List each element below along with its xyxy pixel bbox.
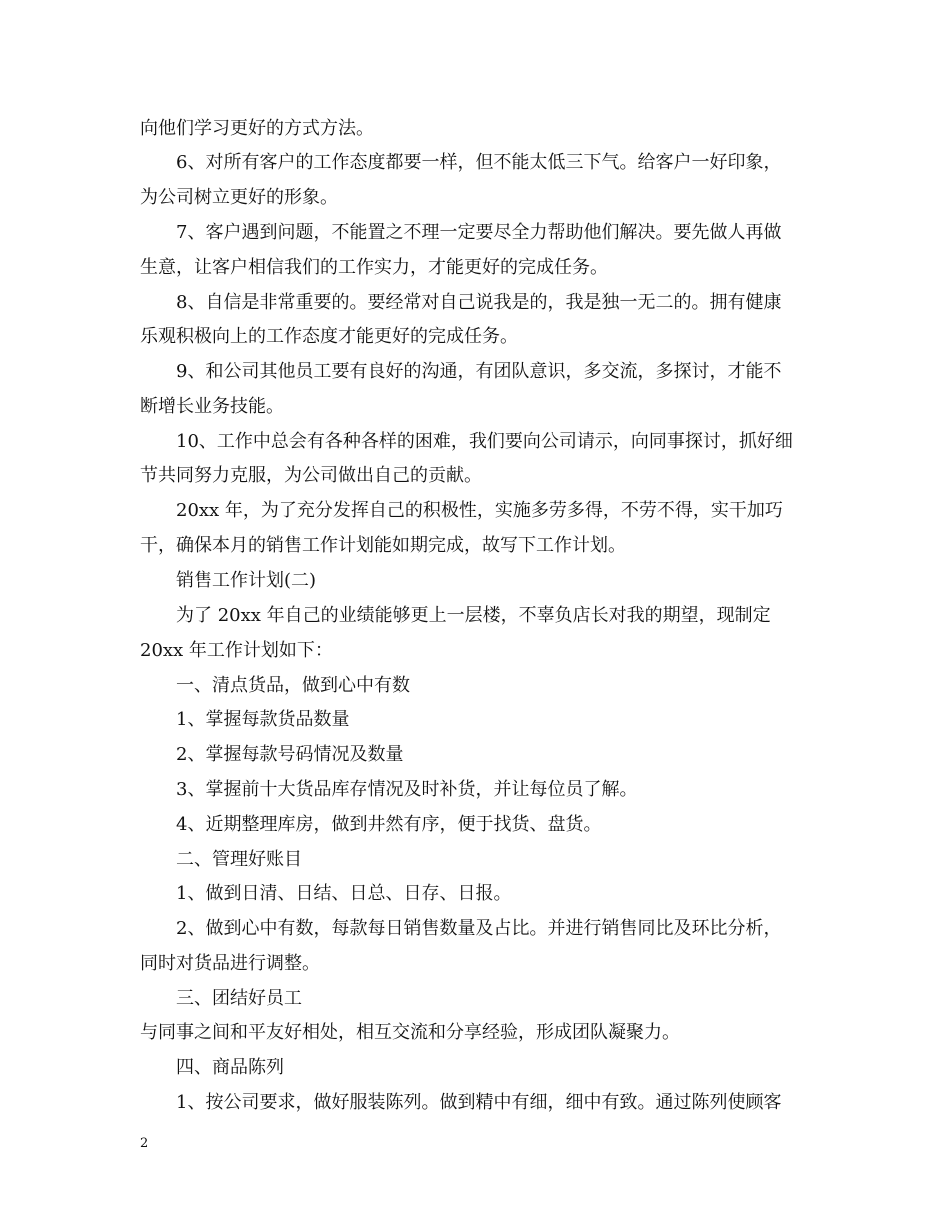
page-number: 2 <box>140 1136 149 1151</box>
section-heading: 一、清点货品，做到心中有数 <box>176 675 410 696</box>
text-line: 6、对所有客户的工作态度都要一样，但不能太低三下气。给客户一好印象， <box>176 152 782 173</box>
text-line: 乐观积极向上的工作态度才能更好的完成任务。 <box>140 326 518 347</box>
text-line: 干，确保本月的销售工作计划能如期完成，故写下工作计划。 <box>140 535 626 556</box>
text-line: 20xx 年，为了充分发挥自己的积极性，实施多劳多得，不劳不得，实干加巧 <box>176 500 783 521</box>
text-line: 节共同努力克服，为公司做出自己的贡献。 <box>140 465 482 486</box>
text-line: 9、和公司其他员工要有良好的沟通，有团队意识，多交流，多探讨，才能不 <box>176 361 782 382</box>
text-line: 1、按公司要求，做好服装陈列。做到精中有细，细中有致。通过陈列使顾客 <box>176 1092 782 1113</box>
text-line: 1、做到日清、日结、日总、日存、日报。 <box>176 883 512 904</box>
section-title: 销售工作计划(二) <box>176 570 317 591</box>
section-heading: 四、商品陈列 <box>176 1057 284 1078</box>
text-line: 同时对货品进行调整。 <box>140 953 320 974</box>
text-line: 7、客户遇到问题，不能置之不理一定要尽全力帮助他们解决。要先做人再做 <box>176 222 782 243</box>
text-line: 与同事之间和平友好相处，相互交流和分享经验，形成团队凝聚力。 <box>140 1022 680 1043</box>
text-line: 20xx 年工作计划如下： <box>140 640 333 661</box>
section-heading: 二、管理好账目 <box>176 849 302 870</box>
section-heading: 三、团结好员工 <box>176 988 302 1009</box>
text-line: 为了 20xx 年自己的业绩能够更上一层楼，不辜负店长对我的期望，现制定 <box>176 605 771 626</box>
text-line: 4、近期整理库房，做到井然有序，便于找货、盘货。 <box>176 814 602 835</box>
text-line: 2、掌握每款号码情况及数量 <box>176 744 404 765</box>
text-line: 断增长业务技能。 <box>140 396 284 417</box>
text-line: 2、做到心中有数，每款每日销售数量及占比。并进行销售同比及环比分析， <box>176 918 782 939</box>
text-line: 为公司树立更好的形象。 <box>140 187 338 208</box>
text-line: 10、工作中总会有各种各样的困难，我们要向公司请示，向同事探讨，抓好细 <box>176 431 793 452</box>
text-line: 8、自信是非常重要的。要经常对自己说我是的，我是独一无二的。拥有健康 <box>176 292 782 313</box>
text-line: 生意，让客户相信我们的工作实力，才能更好的完成任务。 <box>140 257 608 278</box>
text-line: 1、掌握每款货品数量 <box>176 709 350 730</box>
text-line: 向他们学习更好的方式方法。 <box>140 118 374 139</box>
text-line: 3、掌握前十大货品库存情况及时补货，并让每位员了解。 <box>176 779 638 800</box>
